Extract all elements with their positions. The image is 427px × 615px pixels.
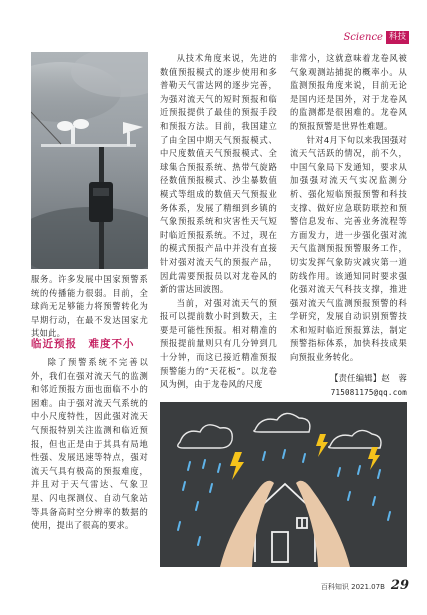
- page-footer: [321, 578, 409, 593]
- section-badge: 科技: [386, 31, 409, 44]
- editor-name: 【责任编辑】赵 蓉: [330, 373, 407, 383]
- anemometer-illustration: [31, 52, 148, 269]
- storm-house-illustration: [160, 402, 407, 567]
- paragraph: 除了预警系统不完善以外，我们在强对流天气的监测和邻近预报方面也面临不小的困难。由于强对流天气系统的中小尺度特性，因此强对流天气预报特别关注监测和临近预报，但也正是由于其具有局地性强、发展迅速等特点，强对流天气具有极高的预报难度，并且对于天气雷达、气象卫星、闪电探测仪、自动气象站等具备高时空分辨率的数据的使用，提出了很高的要求。: [31, 357, 148, 531]
- journal-issue: 百科知识 2021.07B: [320, 583, 385, 591]
- editor-credit: [290, 372, 407, 399]
- column-1-top: [31, 273, 148, 341]
- chalkboard-house-photo: [160, 402, 407, 567]
- column-1-body: [31, 356, 148, 533]
- section-header: [343, 30, 409, 44]
- section-label-en: Science: [343, 31, 383, 43]
- paragraph: 服务。许多发展中国家预警系统的传播能力很弱。目前，全球尚无足够能力将预警转化为早期行动，在最不发达国家尤其如此。: [31, 274, 148, 339]
- weather-station-photo: [31, 52, 148, 269]
- page-number: 29: [390, 578, 409, 593]
- section-heading: 临近预报 难度不小: [31, 338, 135, 350]
- column-3: [290, 52, 407, 365]
- editor-email: 715081175@qq.com: [330, 387, 407, 397]
- column-2: [160, 52, 277, 392]
- paragraph: 针对4月下旬以来我国强对流天气活跃的情况，前不久，中国气象局下发通知，要求从加强强对流天气实况监测分析、强化短临预报预警和科技支撑、做好应急联防联控和预警信息发布、完善业务流程等方面发力，进一步强化强对流天气监测预报预警服务工作，切实发挥气象防灾减灾第一道防线作用。该通知同时要求强化强对流天气科技支撑，推进强对流天气监测预报预警的科学研究，发展自动识别预警技术和短时临近预报算法，制定预警指标体系，加快科技成果向预报业务转化。: [290, 134, 407, 363]
- paragraph: 非常小，这就意味着龙卷风被气象观测站捕捉的概率小。从监测预报角度来说，目前无论是国内还是国外，对于龙卷风的监测都是很困难的。龙卷风的预报预警是世界性难题。: [290, 53, 407, 131]
- paragraph: 从技术角度来说，先进的数值预报模式的逐步使用和多普勒天气雷达网的逐步完善，为强对流天气的短时预报和临近预报提供了最佳的预报手段和预报方法。目前，我国建立了由全国中期天气预报模式、中尺度数值天气预报模式、全球集合预报系统、热带气旋路径数值预报模式、沙尘暴数值模式等组成的数值天气预报业务体系，发展了精细到乡镇的气象预报系统和灾害性天气短时临近预报系统。不过，现在的模式预报产品中并没有直接针对强对流天气的预报产品，因此需要预报员以对龙卷风的新的雷达回波图。: [160, 53, 277, 295]
- paragraph: 当前，对强对流天气的预报可以提前数小时到数天，主要是可能性预报。相对精准的预报提前量则只有几分钟到几十分钟，而这已接近精准预报预警能力的“天花板”。以龙卷风为例，由于龙卷风的尺度: [160, 297, 277, 390]
